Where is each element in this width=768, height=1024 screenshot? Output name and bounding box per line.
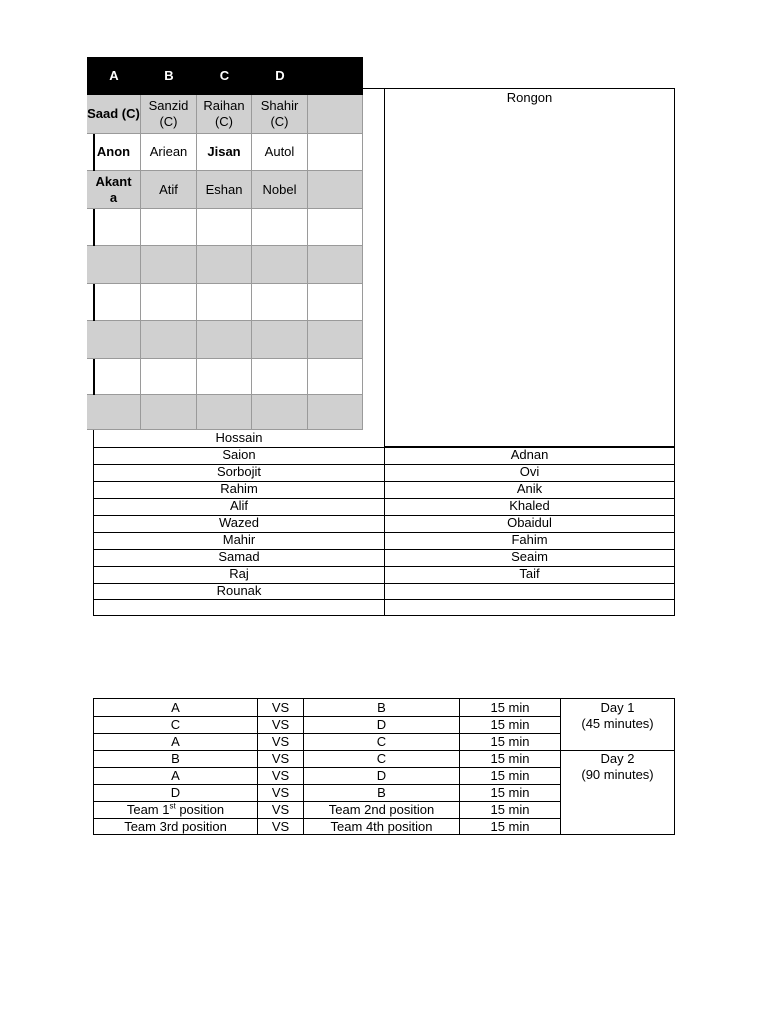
match-away: D bbox=[376, 768, 387, 783]
team-cell bbox=[252, 284, 308, 321]
team-cell bbox=[87, 209, 141, 246]
match-vs: VS bbox=[271, 700, 290, 715]
team-cell bbox=[87, 395, 141, 430]
day-2-note: (90 minutes) bbox=[581, 767, 654, 782]
team-cell: Autol bbox=[252, 134, 308, 171]
cell-left-border bbox=[93, 359, 95, 395]
roster-left-name: Mahir bbox=[222, 532, 256, 547]
match-home-prefix: Team 1 bbox=[126, 802, 170, 817]
day-2-title: Day 2 bbox=[600, 751, 635, 766]
team-cell bbox=[197, 359, 252, 395]
roster-row bbox=[94, 549, 674, 566]
team-cell bbox=[197, 395, 252, 430]
match-vs: VS bbox=[271, 751, 290, 766]
team-cell: Eshan bbox=[197, 171, 252, 209]
roster-left-name: Sorbojit bbox=[216, 464, 262, 479]
team-cell bbox=[308, 284, 363, 321]
team-cell: Atif bbox=[141, 171, 197, 209]
team-cell bbox=[197, 246, 252, 284]
roster-row bbox=[94, 430, 674, 447]
roster-row bbox=[94, 464, 674, 481]
match-home bbox=[94, 801, 257, 818]
team-cell bbox=[87, 359, 141, 395]
team-header-b: B bbox=[164, 68, 174, 83]
roster-left-name: Saion bbox=[222, 447, 256, 462]
roster-left-name: Alif bbox=[229, 498, 249, 513]
match-home: A bbox=[171, 768, 180, 783]
team-grid bbox=[87, 57, 363, 430]
roster-right-name: Taif bbox=[519, 566, 540, 581]
match-duration: 15 min bbox=[490, 785, 530, 800]
match-duration: 15 min bbox=[490, 734, 530, 749]
roster-right-name: Fahim bbox=[511, 532, 548, 547]
match-away: C bbox=[376, 751, 387, 766]
match-away: B bbox=[377, 785, 386, 800]
roster-row bbox=[94, 566, 674, 583]
roster-left-name: Wazed bbox=[219, 515, 259, 530]
match-schedule-table bbox=[93, 698, 675, 835]
team-cell bbox=[308, 359, 363, 395]
cell-left-border bbox=[93, 134, 95, 171]
roster-right-name bbox=[385, 583, 674, 600]
roster-left-name: Hossain bbox=[215, 430, 263, 445]
day-2-label bbox=[561, 751, 674, 783]
match-home: Team 3rd position bbox=[124, 819, 227, 834]
team-cell: Shahir (C) bbox=[252, 95, 308, 134]
team-header-c: C bbox=[219, 68, 230, 83]
match-home: C bbox=[170, 717, 181, 732]
team-cell bbox=[308, 134, 363, 171]
day-1-label bbox=[561, 700, 674, 732]
match-duration: 15 min bbox=[490, 802, 530, 817]
roster-left-name: Samad bbox=[218, 549, 260, 564]
team-cell bbox=[141, 359, 197, 395]
match-vs: VS bbox=[271, 734, 290, 749]
roster-row bbox=[94, 481, 674, 498]
team-cell: Anon bbox=[87, 134, 141, 171]
day-1-note: (45 minutes) bbox=[581, 716, 654, 731]
match-away: Team 4th position bbox=[330, 819, 433, 834]
team-cell bbox=[252, 209, 308, 246]
team-cell bbox=[308, 246, 363, 284]
roster-right-name: Obaidul bbox=[507, 515, 552, 530]
roster-left-name: Rounak bbox=[216, 583, 262, 598]
team-cell: Ariean bbox=[141, 134, 197, 171]
roster-row bbox=[94, 515, 674, 532]
day-1-title: Day 1 bbox=[600, 700, 635, 715]
match-home: B bbox=[171, 751, 180, 766]
match-vs: VS bbox=[271, 785, 290, 800]
team-header-d: D bbox=[275, 68, 285, 83]
match-duration: 15 min bbox=[490, 717, 530, 732]
team-grid-header bbox=[87, 57, 363, 95]
team-cell bbox=[252, 246, 308, 284]
team-cell bbox=[252, 395, 308, 430]
match-duration: 15 min bbox=[490, 819, 530, 834]
team-cell: Akanta bbox=[87, 171, 141, 209]
match-home-suffix: position bbox=[175, 802, 225, 817]
team-cell bbox=[197, 209, 252, 246]
match-away: C bbox=[376, 734, 387, 749]
team-cell bbox=[87, 321, 141, 359]
team-cell: Sanzid (C) bbox=[141, 95, 197, 134]
team-cell: Jisan bbox=[197, 134, 252, 171]
match-vs: VS bbox=[271, 768, 290, 783]
match-home: A bbox=[171, 700, 180, 715]
roster-right-name: Seaim bbox=[511, 549, 548, 564]
team-header-extra bbox=[308, 57, 363, 95]
match-away: B bbox=[377, 700, 386, 715]
roster-right-name: Khaled bbox=[509, 498, 550, 513]
team-cell: Saad (C) bbox=[87, 95, 141, 134]
team-cell bbox=[141, 209, 197, 246]
team-cell bbox=[197, 284, 252, 321]
team-cell bbox=[308, 395, 363, 430]
roster-left-name bbox=[94, 599, 384, 616]
roster-row bbox=[94, 599, 674, 616]
match-vs: VS bbox=[271, 802, 290, 817]
team-cell bbox=[141, 284, 197, 321]
team-cell bbox=[308, 171, 363, 209]
team-cell bbox=[197, 321, 252, 359]
team-cell bbox=[308, 95, 363, 134]
match-away: D bbox=[376, 717, 387, 732]
roster-row bbox=[94, 532, 674, 549]
roster-right-name bbox=[385, 599, 674, 616]
team-cell bbox=[141, 321, 197, 359]
roster-row bbox=[94, 498, 674, 515]
match-away: Team 2nd position bbox=[328, 802, 435, 817]
match-vs: VS bbox=[271, 819, 290, 834]
roster-left-name: Raj bbox=[229, 566, 249, 581]
team-cell bbox=[252, 359, 308, 395]
roster-right-name: Ovi bbox=[519, 464, 540, 479]
roster-right-name: Anik bbox=[516, 481, 543, 496]
roster-row bbox=[94, 583, 674, 600]
roster-right-top-name: Rongon bbox=[506, 90, 553, 105]
match-home: A bbox=[171, 734, 180, 749]
team-cell bbox=[141, 246, 197, 284]
match-home: D bbox=[170, 785, 181, 800]
cell-left-border bbox=[93, 209, 95, 246]
match-duration: 15 min bbox=[490, 700, 530, 715]
team-cell: Raihan (C) bbox=[197, 95, 252, 134]
match-home-sup: st bbox=[169, 801, 176, 811]
match-vs: VS bbox=[271, 717, 290, 732]
roster-row bbox=[94, 447, 674, 464]
team-cell bbox=[87, 246, 141, 284]
team-cell bbox=[141, 395, 197, 430]
team-cell bbox=[87, 284, 141, 321]
match-duration: 15 min bbox=[490, 768, 530, 783]
team-cell bbox=[308, 209, 363, 246]
cell-left-border bbox=[93, 284, 95, 321]
roster-right-name: Adnan bbox=[510, 447, 549, 462]
team-cell bbox=[308, 321, 363, 359]
roster-left-name: Rahim bbox=[220, 481, 258, 496]
team-cell bbox=[252, 321, 308, 359]
team-cell: Nobel bbox=[252, 171, 308, 209]
match-duration: 15 min bbox=[490, 751, 530, 766]
team-header-a: A bbox=[109, 68, 119, 83]
